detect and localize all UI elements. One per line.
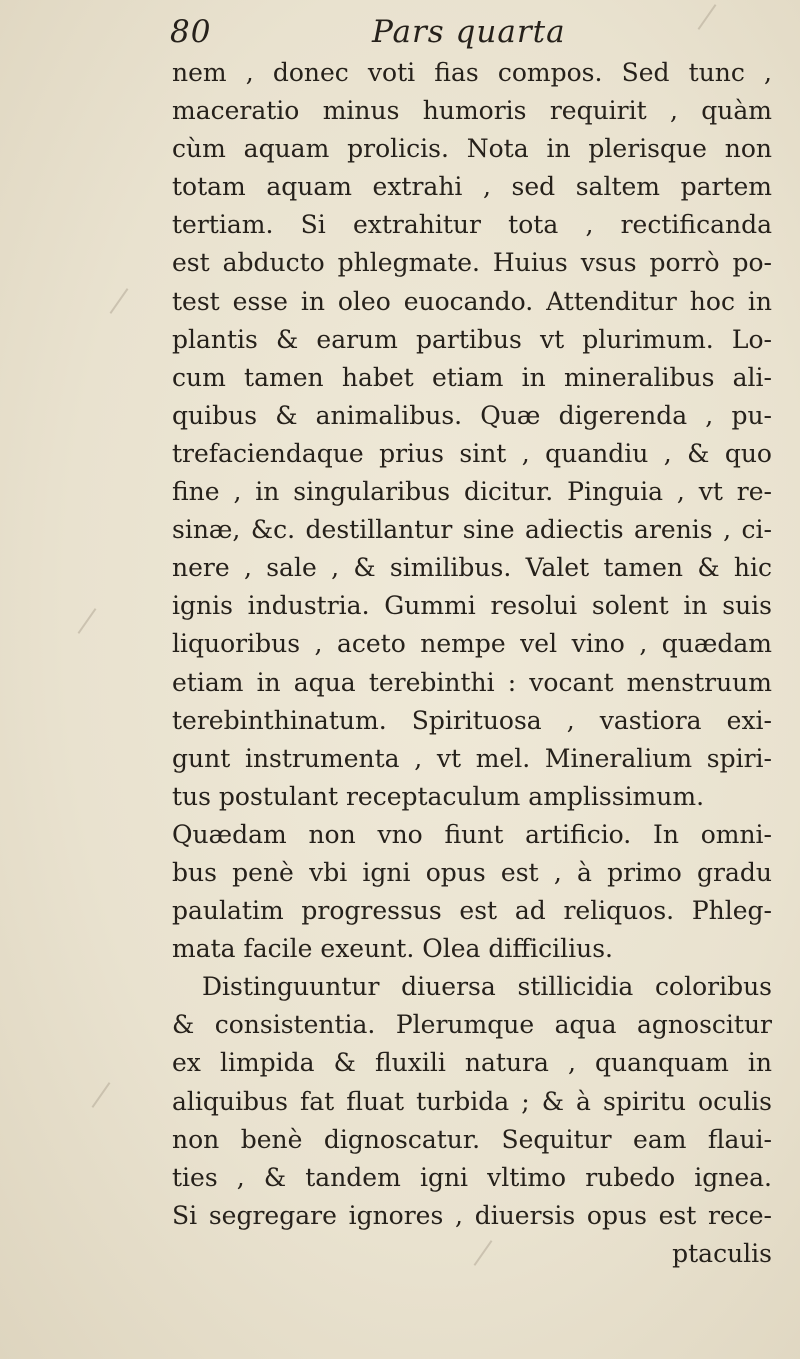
text-line: est abducto phlegmate. Huius vsus porrò po- bbox=[172, 248, 772, 278]
text-line: mata facile exeunt. Olea difficilius. bbox=[172, 934, 613, 964]
text-line: Si segregare ignores , diuersis opus est rece- bbox=[172, 1200, 772, 1230]
text-line: ignis industria. Gummi resolui solent in suis bbox=[172, 591, 772, 621]
text-line: maceratio minus humoris requirit , quàm bbox=[172, 96, 772, 126]
text-line: tertiam. Si extrahitur tota , rectificanda bbox=[172, 210, 772, 240]
text-line: gunt instrumenta , vt mel. Mineralium spiri- bbox=[172, 743, 772, 773]
text-line: nem , donec voti fias compos. Sed tunc , bbox=[172, 58, 772, 87]
body-text bbox=[172, 54, 772, 1273]
text-line: cum tamen habet etiam in mineralibus ali- bbox=[172, 362, 772, 392]
text-line: Distinguuntur diuersa stillicidia coloribus bbox=[202, 972, 772, 1002]
text-line: totam aquam extrahi , sed saltem partem bbox=[172, 172, 772, 202]
text-line: test esse in oleo euocando. Attenditur hoc in bbox=[172, 286, 772, 316]
paper-mark bbox=[78, 608, 97, 634]
text-line: etiam in aqua terebinthi : vocant menstruum bbox=[172, 667, 772, 697]
text-line: trefaciendaque prius sint , quandiu , & quo bbox=[172, 438, 772, 468]
text-line: terebinthinatum. Spirituosa , vastiora exi- bbox=[172, 705, 772, 735]
text-line: non benè dignoscatur. Sequitur eam flaui- bbox=[172, 1124, 772, 1154]
text-line: cùm aquam prolicis. Nota in plerisque non bbox=[172, 134, 772, 164]
text-line: fine , in singularibus dicitur. Pinguia , vt re- bbox=[172, 477, 772, 507]
text-line: quibus & animalibus. Quæ digerenda , pu- bbox=[172, 400, 772, 430]
text-line: liquoribus , aceto nempe vel vino , quædam bbox=[172, 629, 772, 659]
text-line: paulatim progressus est ad reliquos. Phleg- bbox=[172, 896, 772, 926]
text-line: Quædam non vno fiunt artificio. In omni- bbox=[172, 819, 772, 849]
text-line: & consistentia. Plerumque aqua agnoscitur bbox=[172, 1010, 772, 1040]
text-line: plantis & earum partibus vt plurimum. Lo- bbox=[172, 324, 772, 354]
page-header bbox=[0, 10, 800, 54]
text-line: sinæ, &c. destillantur sine adiectis arenis , ci- bbox=[172, 515, 772, 545]
text-line: tus postulant receptaculum amplissimum. bbox=[172, 781, 705, 811]
running-head: Pars quarta bbox=[372, 14, 566, 50]
text-line: aliquibus fat fluat turbida ; & à spiritu oculis bbox=[172, 1086, 772, 1116]
text-line: ex limpida & fluxili natura , quanquam in bbox=[172, 1048, 772, 1078]
text-line: nere , sale , & similibus. Valet tamen & hic bbox=[172, 553, 772, 583]
text-line: bus penè vbi igni opus est , à primo gradu bbox=[172, 857, 772, 887]
paper-mark bbox=[110, 288, 129, 314]
text-line: ties , & tandem igni vltimo rubedo ignea. bbox=[172, 1162, 772, 1192]
catchword: ptaculis bbox=[672, 1238, 772, 1268]
page-number: 80 bbox=[170, 14, 212, 50]
paper-mark bbox=[92, 1082, 111, 1108]
